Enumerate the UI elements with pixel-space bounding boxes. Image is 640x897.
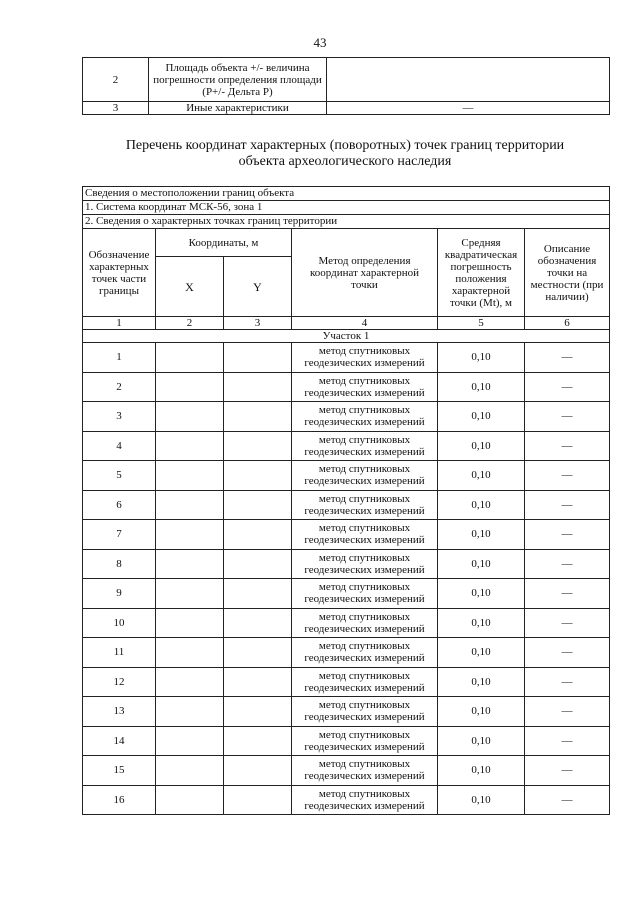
point-method: метод спутниковых геодезических измерений — [292, 402, 438, 432]
point-error: 0,10 — [438, 343, 525, 373]
coordinate-x — [156, 785, 224, 815]
coordinate-y — [224, 549, 292, 579]
point-designation: 1 — [83, 343, 156, 373]
info-row — [83, 201, 610, 215]
point-method: метод спутниковых геодезических измерений — [292, 549, 438, 579]
col-number: 2 — [156, 317, 224, 330]
heading-line-1: Перечень координат характерных (поворотных) точек границ территории — [125, 138, 565, 153]
info-location: Сведения о местоположении границ объекта — [83, 187, 610, 201]
point-designation: 13 — [83, 697, 156, 727]
point-designation: 9 — [83, 579, 156, 609]
table-row — [83, 756, 610, 786]
point-description: — — [525, 343, 610, 373]
characteristics-table — [82, 57, 610, 115]
coordinate-y — [224, 520, 292, 550]
coordinate-y — [224, 579, 292, 609]
point-error: 0,10 — [438, 520, 525, 550]
point-description: — — [525, 490, 610, 520]
point-designation: 5 — [83, 461, 156, 491]
info-coordinate-system: 1. Система координат МСК-56, зона 1 — [83, 201, 610, 215]
point-designation: 12 — [83, 667, 156, 697]
header-method: Метод определения координат характерной точки — [292, 229, 438, 317]
table-row — [83, 102, 610, 115]
coordinate-y — [224, 372, 292, 402]
point-designation: 16 — [83, 785, 156, 815]
row-number: 2 — [83, 58, 149, 102]
header-designation: Обозначение характерных точек части границы — [83, 229, 156, 317]
point-method: метод спутниковых геодезических измерений — [292, 343, 438, 373]
point-designation: 6 — [83, 490, 156, 520]
point-method: метод спутниковых геодезических измерений — [292, 608, 438, 638]
coordinates-table — [82, 186, 610, 815]
table-row — [83, 608, 610, 638]
point-description: — — [525, 402, 610, 432]
point-error: 0,10 — [438, 579, 525, 609]
point-error: 0,10 — [438, 756, 525, 786]
header-row — [83, 229, 610, 257]
header-error: Средняя квадратическая погрешность положения характерной точки (Mt), м — [438, 229, 525, 317]
point-error: 0,10 — [438, 402, 525, 432]
point-error: 0,10 — [438, 372, 525, 402]
characteristic-label: Площадь объекта +/- величина погрешности определения площади (Р+/- Дельта Р) — [149, 58, 327, 102]
point-designation: 4 — [83, 431, 156, 461]
section-row — [83, 330, 610, 343]
coordinate-y — [224, 726, 292, 756]
table-row — [83, 667, 610, 697]
point-designation: 11 — [83, 638, 156, 668]
point-description: — — [525, 372, 610, 402]
point-description: — — [525, 667, 610, 697]
info-row — [83, 187, 610, 201]
point-error: 0,10 — [438, 431, 525, 461]
point-method: метод спутниковых геодезических измерений — [292, 461, 438, 491]
point-description: — — [525, 461, 610, 491]
coordinate-x — [156, 726, 224, 756]
point-error: 0,10 — [438, 638, 525, 668]
row-number: 3 — [83, 102, 149, 115]
point-description: — — [525, 697, 610, 727]
table-row — [83, 579, 610, 609]
point-error: 0,10 — [438, 608, 525, 638]
table-row — [83, 402, 610, 432]
point-description: — — [525, 785, 610, 815]
characteristic-value: — — [327, 102, 610, 115]
point-designation: 15 — [83, 756, 156, 786]
info-row — [83, 215, 610, 229]
coordinate-y — [224, 638, 292, 668]
point-rows — [83, 343, 610, 815]
section-label: Участок 1 — [83, 330, 610, 343]
point-description: — — [525, 520, 610, 550]
col-number: 6 — [525, 317, 610, 330]
coordinate-x — [156, 520, 224, 550]
coordinate-y — [224, 431, 292, 461]
table-row — [83, 697, 610, 727]
point-method: метод спутниковых геодезических измерений — [292, 785, 438, 815]
coordinate-x — [156, 697, 224, 727]
characteristic-value — [327, 58, 610, 102]
col-number: 5 — [438, 317, 525, 330]
point-designation: 2 — [83, 372, 156, 402]
point-designation: 3 — [83, 402, 156, 432]
coordinate-x — [156, 608, 224, 638]
coordinate-x — [156, 343, 224, 373]
coordinate-x — [156, 667, 224, 697]
coordinate-y — [224, 461, 292, 491]
coordinate-x — [156, 756, 224, 786]
coordinate-x — [156, 461, 224, 491]
coordinate-y — [224, 608, 292, 638]
point-method: метод спутниковых геодезических измерений — [292, 431, 438, 461]
table-row — [83, 638, 610, 668]
table-row — [83, 58, 610, 102]
point-error: 0,10 — [438, 726, 525, 756]
coordinate-y — [224, 402, 292, 432]
header-x: X — [156, 257, 224, 317]
point-description: — — [525, 549, 610, 579]
col-number: 4 — [292, 317, 438, 330]
table-row — [83, 490, 610, 520]
point-method: метод спутниковых геодезических измерений — [292, 756, 438, 786]
point-description: — — [525, 638, 610, 668]
point-error: 0,10 — [438, 667, 525, 697]
point-designation: 8 — [83, 549, 156, 579]
point-designation: 7 — [83, 520, 156, 550]
table-row — [83, 549, 610, 579]
point-method: метод спутниковых геодезических измерений — [292, 579, 438, 609]
point-description: — — [525, 608, 610, 638]
point-method: метод спутниковых геодезических измерений — [292, 490, 438, 520]
table-row — [83, 461, 610, 491]
header-coordinates: Координаты, м — [156, 229, 292, 257]
column-number-row — [83, 317, 610, 330]
table-row — [83, 343, 610, 373]
table-row — [83, 372, 610, 402]
coordinate-y — [224, 756, 292, 786]
point-method: метод спутниковых геодезических измерений — [292, 667, 438, 697]
heading-line-2: объекта археологического наследия — [238, 154, 452, 169]
point-designation: 14 — [83, 726, 156, 756]
coordinate-x — [156, 431, 224, 461]
point-description: — — [525, 431, 610, 461]
point-method: метод спутниковых геодезических измерений — [292, 372, 438, 402]
coordinate-y — [224, 343, 292, 373]
point-error: 0,10 — [438, 490, 525, 520]
point-method: метод спутниковых геодезических измерений — [292, 697, 438, 727]
document-heading — [0, 138, 640, 170]
header-description: Описание обозначения точки на местности (при наличии) — [525, 229, 610, 317]
page-number: 43 — [313, 35, 327, 50]
point-description: — — [525, 756, 610, 786]
point-designation: 10 — [83, 608, 156, 638]
coordinate-x — [156, 402, 224, 432]
info-points: 2. Сведения о характерных точках границ территории — [83, 215, 610, 229]
coordinate-x — [156, 490, 224, 520]
point-description: — — [525, 579, 610, 609]
point-method: метод спутниковых геодезических измерений — [292, 726, 438, 756]
coordinate-y — [224, 667, 292, 697]
point-error: 0,10 — [438, 785, 525, 815]
point-method: метод спутниковых геодезических измерений — [292, 638, 438, 668]
coordinate-x — [156, 549, 224, 579]
point-error: 0,10 — [438, 697, 525, 727]
table-row — [83, 431, 610, 461]
coordinate-x — [156, 372, 224, 402]
point-description: — — [525, 726, 610, 756]
coordinate-x — [156, 638, 224, 668]
point-method: метод спутниковых геодезических измерений — [292, 520, 438, 550]
point-error: 0,10 — [438, 549, 525, 579]
col-number: 3 — [224, 317, 292, 330]
coordinate-y — [224, 785, 292, 815]
header-y: Y — [224, 257, 292, 317]
coordinate-x — [156, 579, 224, 609]
characteristic-label: Иные характеристики — [149, 102, 327, 115]
col-number: 1 — [83, 317, 156, 330]
coordinate-y — [224, 697, 292, 727]
coordinate-y — [224, 490, 292, 520]
table-row — [83, 520, 610, 550]
point-error: 0,10 — [438, 461, 525, 491]
table-row — [83, 785, 610, 815]
table-row — [83, 726, 610, 756]
